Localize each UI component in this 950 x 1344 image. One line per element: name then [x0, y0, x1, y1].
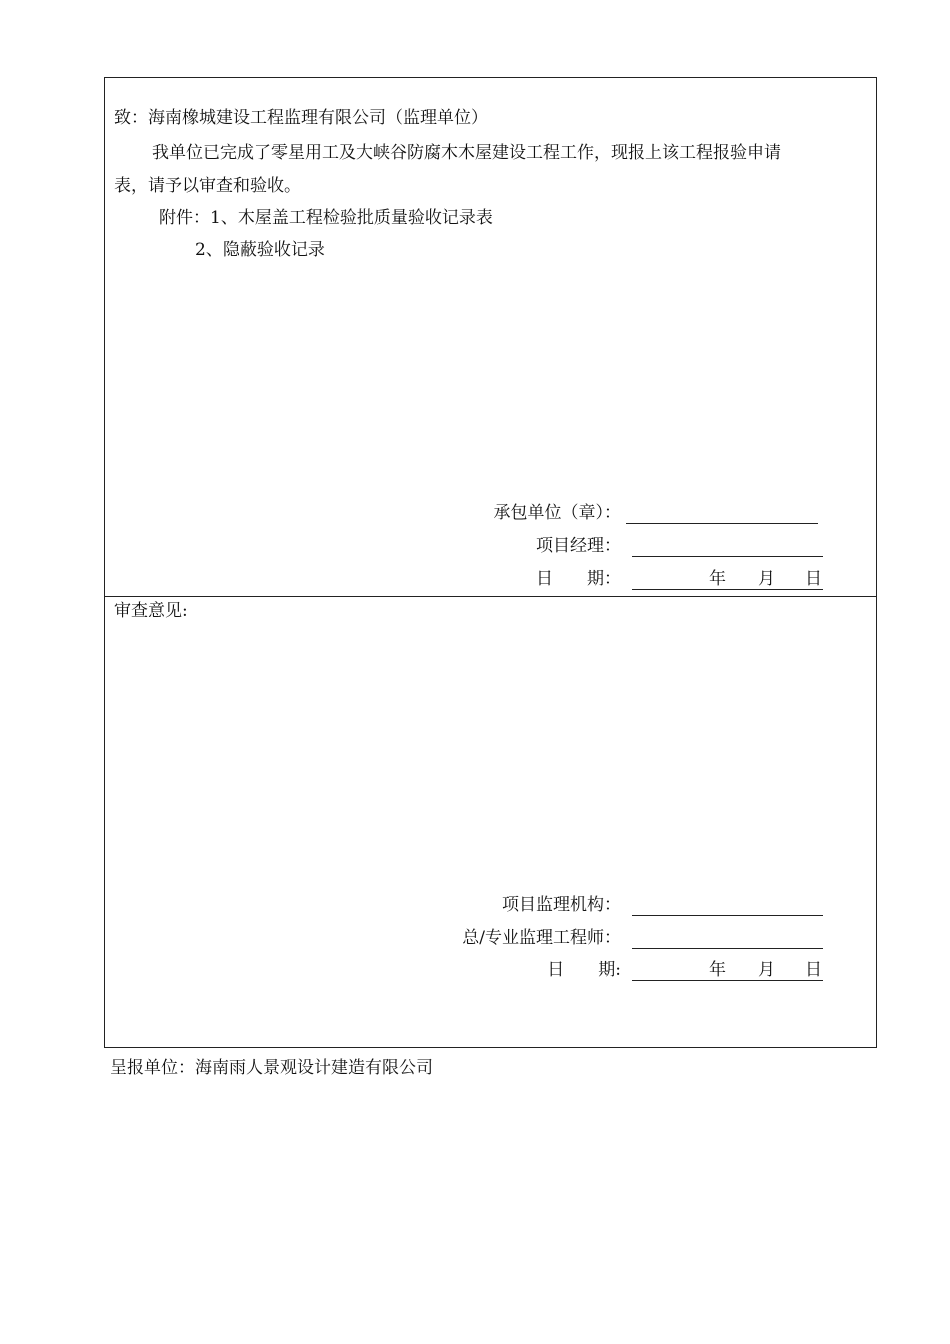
engineer-signature-line	[632, 927, 823, 949]
review-date-month: 月	[758, 960, 775, 980]
engineer-label: 总/专业监理工程师：	[462, 928, 621, 948]
review-date-day: 日	[805, 960, 822, 980]
date-line	[632, 568, 823, 590]
addressee-line: 致：海南橡城建设工程监理有限公司（监理单位）	[114, 108, 488, 128]
review-opinion-label: 审查意见:	[114, 601, 188, 621]
supervisor-org-label: 项目监理机构：	[502, 895, 621, 915]
attachment-item-2: 2、隐蔽验收记录	[195, 240, 325, 260]
manager-signature-line	[632, 535, 823, 557]
date-year: 年	[709, 569, 726, 589]
review-section	[105, 597, 876, 1047]
supervisor-org-signature-line	[632, 894, 823, 916]
body-text-line1: 我单位已完成了零星用工及大峡谷防腐木木屋建设工程工作，现报上该工程报验申请	[152, 143, 781, 163]
contractor-signature-line	[626, 502, 818, 524]
date-month: 月	[758, 569, 775, 589]
attachment-item-1: 附件：1、木屋盖工程检验批质量验收记录表	[159, 208, 493, 228]
request-section	[105, 78, 876, 597]
contractor-label: 承包单位（章）：	[493, 503, 621, 523]
review-date-line	[632, 959, 823, 981]
date-day: 日	[805, 569, 822, 589]
manager-label: 项目经理：	[536, 536, 621, 556]
review-date-year: 年	[709, 960, 726, 980]
submitter-line: 呈报单位：海南雨人景观设计建造有限公司	[110, 1058, 433, 1078]
date-label: 日 期：	[536, 569, 621, 589]
review-date-label: 日 期:	[547, 960, 621, 980]
body-text-line2: 表，请予以审查和验收。	[114, 176, 301, 196]
inspection-request-form	[104, 77, 877, 1048]
